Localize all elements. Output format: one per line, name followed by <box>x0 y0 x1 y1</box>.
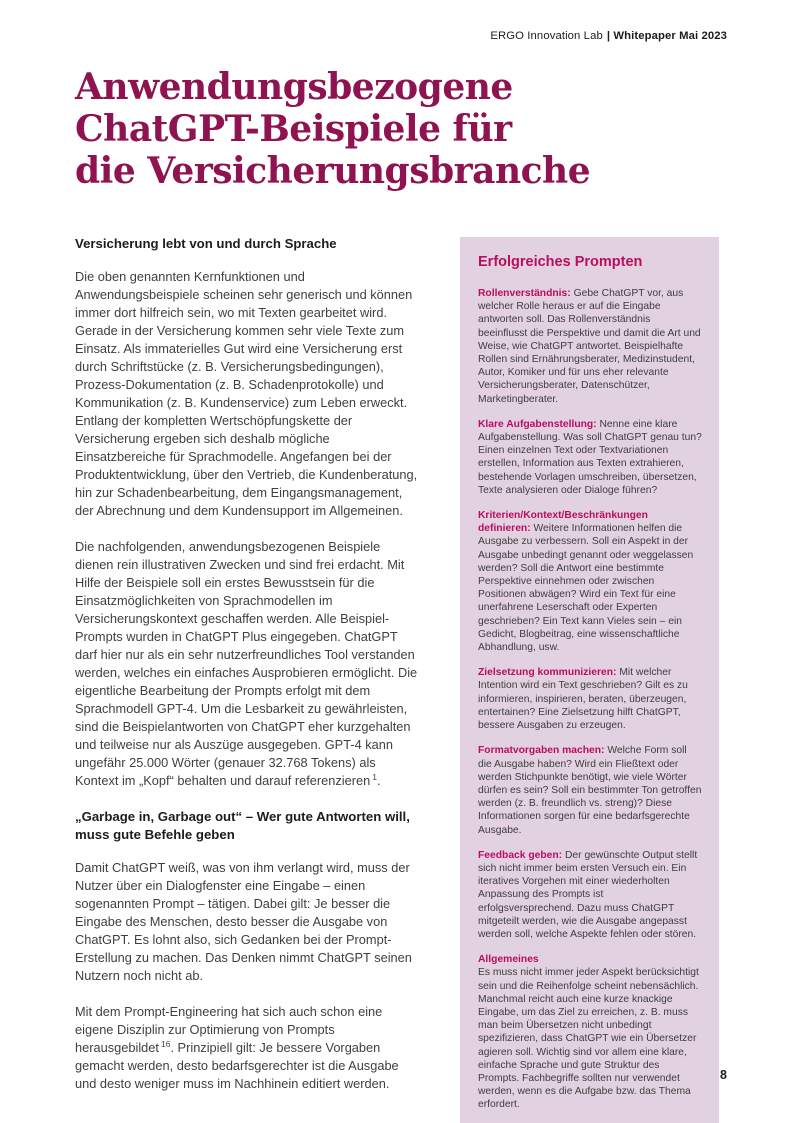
prompt-tip-kriterien <box>478 509 702 654</box>
section-heading-sprache: Versicherung lebt von und durch Sprache <box>75 236 337 251</box>
brand-text: ERGO Innovation Lab <box>490 30 603 42</box>
footnote-ref-16: 16 <box>160 1038 171 1049</box>
prompt-tip-text: Der gewünschte Output stellt sich nicht immer beim ersten Versuch ein. Ein iteratives Vorgehen mit einer wiederholten Anpassung des Prompts ist erfolgsversprechend. Dazu muss ChatGPT mitgeteilt werden, wie die Ausgabe angepasst werden soll, welche Aspekte fehlen oder stören. <box>478 849 698 940</box>
prompt-tip-lead: Klare Aufgabenstellung: <box>478 418 597 430</box>
prompt-tip-rollenverstaendnis <box>478 287 702 406</box>
prompt-tip-lead: Formatvorgaben machen: <box>478 745 605 757</box>
prompt-tip-aufgabenstellung <box>478 418 702 497</box>
prompt-tip-lead: Zielsetzung kommunizieren: <box>478 667 617 679</box>
sidebar-prompten-box <box>460 237 719 1123</box>
page-title-line-3: die Versicherungsbranche <box>75 150 591 192</box>
prompt-tip-text: Nenne eine klare Aufgabenstellung. Was soll ChatGPT genau tun? Einen einzelnen Text oder Textvariationen erstellen, Information aus Texten extrahieren, bestehende Vorlagen umschreiben, übersetzen, Texte analysieren oder Dialoge führen? <box>478 418 702 496</box>
paragraph-prompt-engineering <box>75 1003 422 1093</box>
footnote-ref-1: 1 <box>372 771 377 782</box>
prompt-tip-text: Weitere Informationen helfen die Ausgabe zu verbessern. Soll ein Aspekt in der Ausgabe unbedingt genannt oder weggelassen werden? Soll die Antwort eine bestimmte Perspektive einnehmen oder zwischen Positionen abwägen? Wird ein Text für eine unerfahrene Leserschaft oder Experten geschrieben? Ein Text kann Vieles sein – ein Gedicht, Blogbeitrag, eine wissenschaftliche Abhandlung, usw. <box>478 523 694 654</box>
page-header <box>490 30 727 42</box>
prompt-tip-lead: Allgemeines <box>478 954 539 966</box>
prompt-tip-lead: Rollenverständnis: <box>478 288 571 299</box>
paragraph-beispiele-text: Die nachfolgenden, anwendungsbezogenen Beispiele dienen rein illustrativen Zwecken und sind frei erdacht. Mit Hilfe der Beispiele soll ein erstes Bewusstsein für die Einsatzmöglichkeiten von Sprachmodellen im Versicherungskontext geschaffen werden. Alle Beispiel-Prompts wurden in ChatGPT Plus eingegeben. ChatGPT darf hier nur als ein sehr nutzerfreundliches Tool verstanden werden, welches ein einfaches Ausprobieren ermöglicht. Die eigentliche Bearbeitung der Prompts erfolgt mit dem Sprachmodell GPT-4. Um die Lesbarkeit zu gewährleisten, sind die Beispielantworten von ChatGPT eher kurzgehalten und teilweise nur als Auszüge ausgegeben. GPT-4 kann ungefähr 25.000 Wörter (genauer 32.768 Tokens) als Kontext im „Kopf“ behalten und darauf referenzieren <box>75 539 418 788</box>
prompt-tip-formatvorgaben <box>478 744 702 836</box>
page-title <box>75 66 590 192</box>
prompt-tip-text: Es muss nicht immer jeder Aspekt berücksichtigt sein und die Reihenfolge scheint nebensächlich. Manchmal reicht auch eine kurze knackige Eingabe, um das Ziel zu erreichen, z. B. muss man beim Übersetzen nicht unbedingt spezifizieren, dass ChatGPT wie ein Übersetzer agieren soll. Wichtig sind vor allem eine klare, einfache Sprache und gute Struktur des Prompts. Fachbegriffe sollten nur verwendet werden, wenn es die Aufgabe bzw. das Thema erfordert. <box>478 967 699 1111</box>
prompt-tip-text: Gebe ChatGPT vor, aus welcher Rolle heraus er auf die Eingabe antworten soll. Das Rollenverständnis beeinflusst die Perspektive und damit die Art und Weise, wie ChatGPT antwortet. Beispielhafte Rollen sind Ernährungsberater, Medizinstudent, Autor, Komiker und für uns eher relevante Versicherungsberater, Datenschützer, Marketingberater. <box>478 288 701 405</box>
prompt-tip-text: Mit welcher Intention wird ein Text geschrieben? Gilt es zu informieren, inspirieren, beraten, überzeugen, entertainen? Eine Zielsetzung hilft ChatGPT, bessere Ausgaben zu erzeugen. <box>478 667 688 732</box>
prompt-tip-feedback <box>478 849 702 941</box>
prompt-tip-lead: Kriterien/Kontext/Beschränkungen definieren: <box>478 510 648 535</box>
prompt-tip-allgemeines <box>478 953 702 1111</box>
section-heading-garbage: „Garbage in, Garbage out“ – Wer gute Antworten will, muss gute Befehle geben <box>75 809 410 842</box>
sidebar-heading: Erfolgreiches Prompten <box>478 254 643 270</box>
paragraph-kernfunktionen: Die oben genannten Kernfunktionen und Anwendungsbeispiele scheinen sehr generisch und können immer dort hilfreich sein, wo mit Texten gearbeitet wird. Gerade in der Versicherung kommen sehr viele Texte zum Einsatz. Als immaterielles Gut wird eine Versicherung erst durch Schriftstücke (z. B. Versicherungsbedingungen), Prozess-Dokumentation (z. B. Schadenprotokolle) und Kommunikation (z. B. Kundenservice) zum Leben erweckt. Entlang der kompletten Wertschöpfungskette der Versicherung ergeben sich deshalb mögliche Einsatzbereiche für Sprachmodelle. Angefangen bei der Produktentwicklung, über den Vertrieb, die Kundenberatung, hin zur Schadenbearbeitung, dem Eingangsmanagement, der Abrechnung und dem Kundensupport im Allgemeinen. <box>75 269 418 518</box>
page-title-line-2: ChatGPT-Beispiele für <box>75 108 512 150</box>
page-title-line-1: Anwendungsbezogene <box>75 66 513 108</box>
prompt-tip-text: Welche Form soll die Ausgabe haben? Wird ein Fließtext oder werden Stichpunkte benötigt, wie viele Wörter dürfen es sein? Soll ein bestimmter Ton getroffen werden (z. B. freundlich vs. streng)? Diese Informationen sorgen für eine bedarfsgerechte Ausgabe. <box>478 745 702 836</box>
page-number: 8 <box>720 1068 727 1082</box>
prompt-tip-zielsetzung <box>478 666 702 732</box>
paragraph-prompt-engineering-end: . Prinzipiell gilt: Je bessere Vorgaben gemacht werden, desto bedarfsgerechter ist die Ausgabe und desto weniger muss im Nachhinein editiert werden. <box>75 1040 399 1091</box>
paragraph-beispiele-end: . <box>376 773 381 788</box>
paragraph-beispiele <box>75 538 422 790</box>
whitepaper-edition-text: | Whitepaper Mai 2023 <box>606 30 727 42</box>
paragraph-prompt-engineering-text: Mit dem Prompt-Engineering hat sich auch schon eine eigene Disziplin zur Optimierung von Prompts herausgebildet <box>75 1004 383 1055</box>
main-text-column <box>75 235 422 1111</box>
paragraph-prompt-eingabe: Damit ChatGPT weiß, was von ihm verlangt wird, muss der Nutzer über ein Dialogfenster eine Eingabe – einen sogenannten Prompt – tätigen. Dabei gilt: Je besser die Eingabe des Menschen, desto besser die Ausgabe von ChatGPT. Es lohnt also, sich Gedanken bei der Prompt-Erstellung zu machen. Das Denken nimmt ChatGPT seinen Nutzern noch nicht ab. <box>75 860 412 983</box>
prompt-tip-lead: Feedback geben: <box>478 849 563 861</box>
